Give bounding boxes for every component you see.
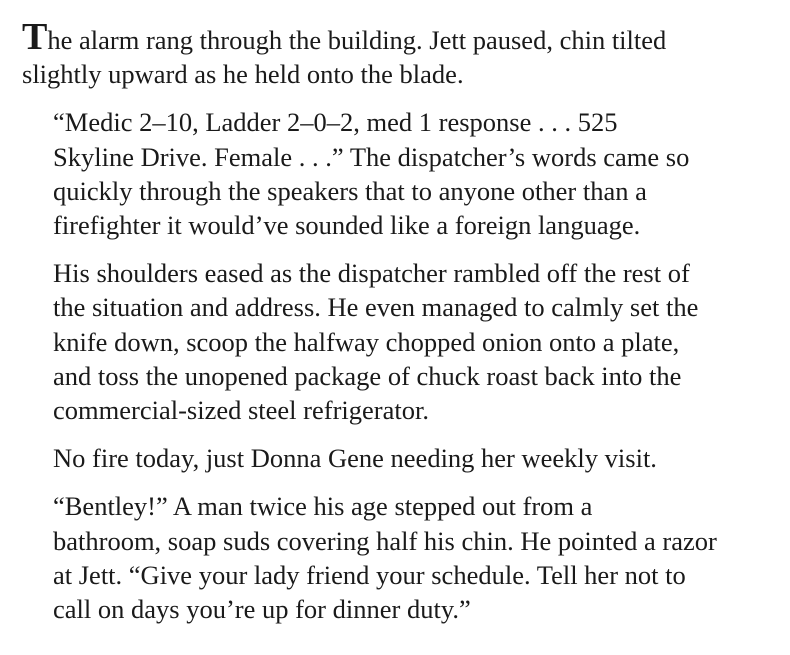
text-line-content: he alarm rang through the building. Jett paused, chin tilted — [47, 25, 667, 55]
drop-cap: T — [22, 16, 48, 58]
paragraph-1 — [22, 18, 782, 91]
text-line: knife down, scoop the halfway chopped onion onto a plate, — [53, 326, 680, 357]
text-line: “Bentley!” A man twice his age stepped out from a — [53, 491, 593, 522]
text-line: quickly through the speakers that to anyone other than a — [53, 175, 647, 206]
paragraph-3 — [22, 256, 782, 427]
paragraph-4 — [22, 441, 782, 475]
paragraph-2 — [22, 105, 782, 242]
paragraph-5 — [22, 489, 782, 626]
text-line: slightly upward as he held onto the blade. — [22, 59, 464, 90]
book-page — [22, 18, 782, 640]
text-line: at Jett. “Give your lady friend your schedule. Tell her not to — [53, 559, 686, 590]
text-line: Skyline Drive. Female . . .” The dispatcher’s words came so — [53, 141, 690, 172]
text-line: firefighter it would’ve sounded like a foreign language. — [53, 210, 641, 241]
text-line: No fire today, just Donna Gene needing her weekly visit. — [53, 443, 657, 474]
text-line: and toss the unopened package of chuck roast back into the — [53, 360, 682, 391]
text-line: “Medic 2–10, Ladder 2–0–2, med 1 response . . . 525 — [53, 107, 618, 138]
text-line: commercial-sized steel refrigerator. — [53, 395, 429, 426]
text-line — [22, 18, 782, 57]
text-line: call on days you’re up for dinner duty.” — [53, 594, 471, 625]
text-line: His shoulders eased as the dispatcher rambled off the rest of — [53, 258, 690, 289]
text-line: the situation and address. He even managed to calmly set the — [53, 292, 699, 323]
text-line: bathroom, soap suds covering half his chin. He pointed a razor — [53, 525, 717, 556]
